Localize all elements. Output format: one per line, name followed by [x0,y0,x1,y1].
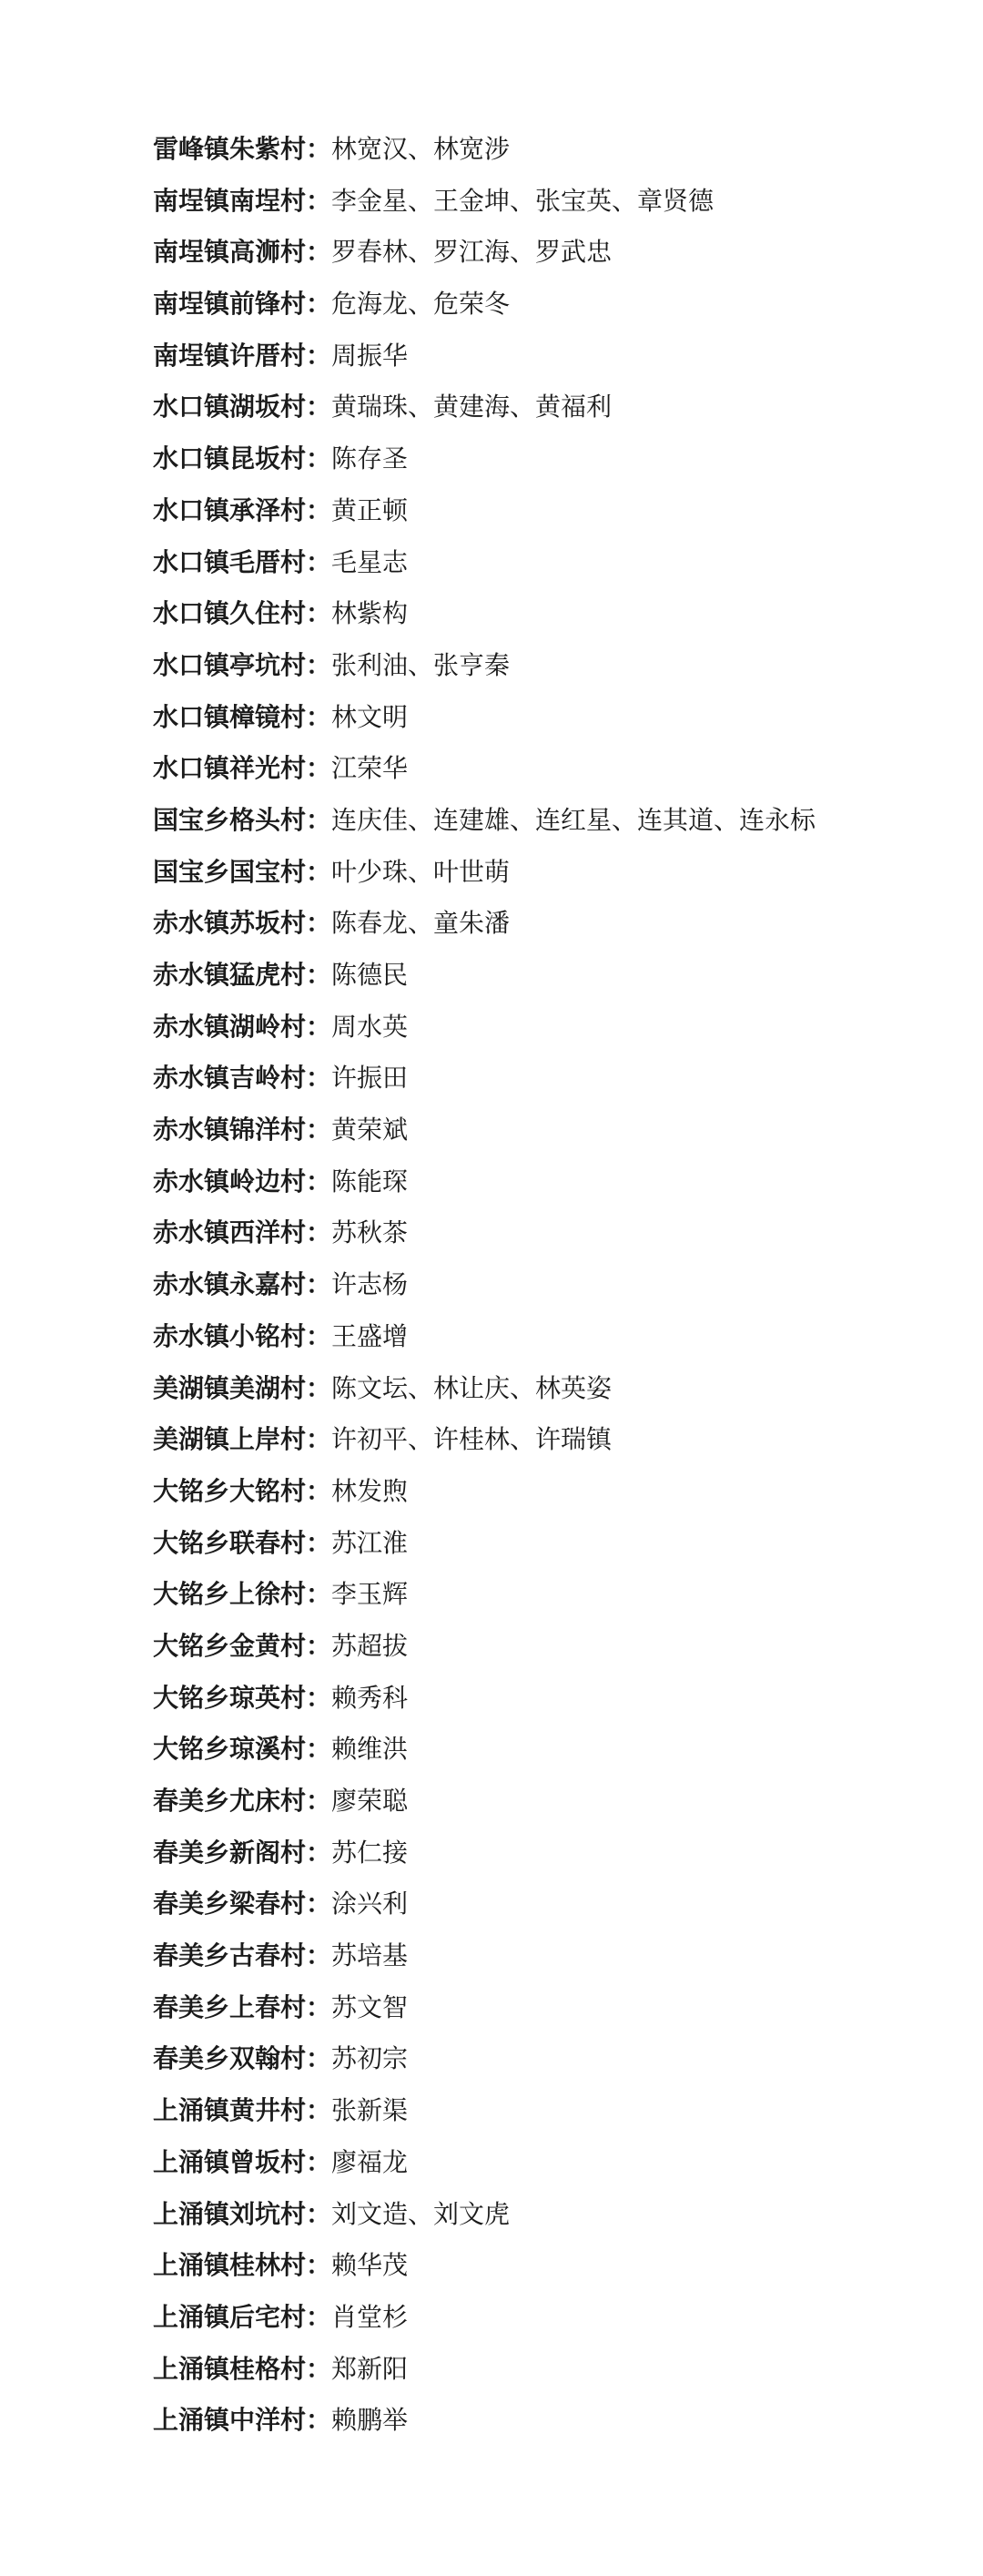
village-label: 赤水镇岭边村： [153,1166,332,1196]
village-label: 赤水镇锦洋村： [153,1115,332,1145]
list-item [153,1879,816,1930]
list-item [153,640,816,692]
person-names: 张利油、张亨秦 [331,649,511,680]
person-names: 张新渠 [331,2095,409,2126]
person-names: 毛星志 [331,546,409,577]
list-item [153,1930,816,1982]
list-item [153,1621,816,1673]
list-item [153,227,816,279]
list-item [153,2292,816,2344]
village-label: 水口镇樟镜村： [153,701,332,732]
village-label: 大铭乡联春村： [153,1527,332,1558]
village-label: 南埕镇南埕村： [153,185,332,216]
person-names: 苏培基 [331,1940,409,1971]
village-label: 上涌镇桂林村： [153,2250,332,2281]
person-names: 林宽汉、林宽涉 [331,134,511,164]
village-label: 大铭乡金黄村： [153,1630,332,1661]
village-label: 雷峰镇朱紫村： [153,134,332,164]
list-item [153,331,816,382]
person-names: 赖鹏举 [331,2405,409,2436]
village-label: 水口镇亭坑村： [153,649,332,680]
village-label: 赤水镇吉岭村： [153,1063,332,1094]
person-names: 李玉辉 [331,1579,409,1610]
person-names: 赖华茂 [331,2250,409,2281]
list-item [153,1518,816,1570]
village-label: 上涌镇黄井村： [153,2095,332,2126]
person-names: 叶少珠、叶世萌 [331,856,511,887]
village-label: 上涌镇后宅村： [153,2301,332,2332]
person-names: 许初平、许桂林、许瑞镇 [331,1424,613,1455]
person-names: 罗春林、罗江海、罗武忠 [331,237,613,268]
list-item [153,1466,816,1518]
person-names: 陈存圣 [331,443,409,474]
person-names: 周水英 [331,1011,409,1042]
list-item [153,2395,816,2447]
list-item [153,1414,816,1466]
person-names: 黄瑞珠、黄建海、黄福利 [331,392,613,423]
list-item [153,588,816,640]
village-label: 美湖镇美湖村： [153,1372,332,1403]
list-item [153,485,816,537]
village-label: 赤水镇西洋村： [153,1217,332,1248]
list-item [153,279,816,331]
village-label: 赤水镇苏坂村： [153,908,332,939]
village-label: 水口镇承泽村： [153,494,332,525]
person-names: 赖秀科 [331,1682,409,1713]
person-names: 周振华 [331,340,409,371]
village-label: 赤水镇永嘉村： [153,1269,332,1300]
village-label: 大铭乡琼英村： [153,1682,332,1713]
village-label: 大铭乡大铭村： [153,1475,332,1506]
village-label: 南埕镇高浉村： [153,237,332,268]
village-label: 国宝乡国宝村： [153,856,332,887]
village-label: 水口镇毛厝村： [153,546,332,577]
list-item [153,2344,816,2396]
list-item [153,1982,816,2034]
person-names: 黄正顿 [331,494,409,525]
person-names: 许志杨 [331,1269,409,1300]
person-names: 林文明 [331,701,409,732]
list-item [153,1156,816,1208]
person-names: 肖堂杉 [331,2301,409,2332]
village-label: 上涌镇曾坂村： [153,2146,332,2177]
list-item [153,1673,816,1725]
village-label: 上涌镇中洋村： [153,2405,332,2436]
village-label: 上涌镇桂格村： [153,2353,332,2384]
person-names: 黄荣斌 [331,1115,409,1145]
village-label: 大铭乡上徐村： [153,1579,332,1610]
person-names: 陈德民 [331,960,409,990]
list-item [153,2137,816,2189]
person-names: 陈能琛 [331,1166,409,1196]
village-label: 大铭乡琼溪村： [153,1734,332,1765]
person-names: 陈文坛、林让庆、林英姿 [331,1372,613,1403]
list-item [153,1724,816,1776]
person-names: 连庆佳、连建雄、连红星、连其道、连永标 [331,804,816,835]
person-names: 许振田 [331,1063,409,1094]
village-label: 春美乡上春村： [153,1991,332,2022]
person-names: 苏超拔 [331,1630,409,1661]
village-label: 国宝乡格头村： [153,804,332,835]
person-names: 苏文智 [331,1991,409,2022]
list-item [153,537,816,589]
list-item [153,743,816,795]
list-item [153,898,816,950]
village-name-list [153,124,816,2447]
village-label: 南埕镇许厝村： [153,340,332,371]
list-item [153,1311,816,1363]
list-item [153,950,816,1002]
person-names: 林紫构 [331,598,409,629]
person-names: 赖维洪 [331,1734,409,1765]
list-item [153,795,816,847]
village-label: 南埕镇前锋村： [153,289,332,320]
village-label: 上涌镇刘坑村： [153,2198,332,2229]
person-names: 涂兴利 [331,1889,409,1919]
village-label: 春美乡梁春村： [153,1889,332,1919]
list-item [153,1053,816,1105]
person-names: 李金星、王金坤、张宝英、章贤德 [331,185,714,216]
person-names: 陈春龙、童朱潘 [331,908,511,939]
village-label: 春美乡新阁村： [153,1837,332,1868]
list-item [153,382,816,433]
list-item [153,2189,816,2241]
list-item [153,692,816,744]
list-item [153,1002,816,1054]
list-item [153,124,816,176]
person-names: 郑新阳 [331,2353,409,2384]
list-item [153,176,816,228]
village-label: 春美乡古春村： [153,1940,332,1971]
village-label: 美湖镇上岸村： [153,1424,332,1455]
list-item [153,847,816,899]
person-names: 苏秋茶 [331,1217,409,1248]
person-names: 苏仁接 [331,1837,409,1868]
list-item [153,1828,816,1879]
person-names: 江荣华 [331,753,409,784]
list-item [153,1207,816,1259]
village-label: 赤水镇小铭村： [153,1320,332,1351]
list-item [153,2240,816,2292]
village-label: 赤水镇湖岭村： [153,1011,332,1042]
list-item [153,1776,816,1828]
village-label: 赤水镇猛虎村： [153,960,332,990]
list-item [153,2085,816,2137]
list-item [153,433,816,485]
list-item [153,2033,816,2085]
village-label: 春美乡双翰村： [153,2043,332,2074]
person-names: 廖福龙 [331,2146,409,2177]
village-label: 水口镇久住村： [153,598,332,629]
village-label: 水口镇昆坂村： [153,443,332,474]
village-label: 水口镇湖坂村： [153,392,332,423]
person-names: 苏初宗 [331,2043,409,2074]
list-item [153,1105,816,1156]
person-names: 苏江淮 [331,1527,409,1558]
person-names: 刘文造、刘文虎 [331,2198,511,2229]
person-names: 王盛增 [331,1320,409,1351]
person-names: 廖荣聪 [331,1786,409,1816]
person-names: 危海龙、危荣冬 [331,289,511,320]
person-names: 林发煦 [331,1475,409,1506]
village-label: 水口镇祥光村： [153,753,332,784]
village-label: 春美乡尤床村： [153,1786,332,1816]
list-item [153,1569,816,1621]
list-item [153,1259,816,1311]
list-item [153,1363,816,1415]
